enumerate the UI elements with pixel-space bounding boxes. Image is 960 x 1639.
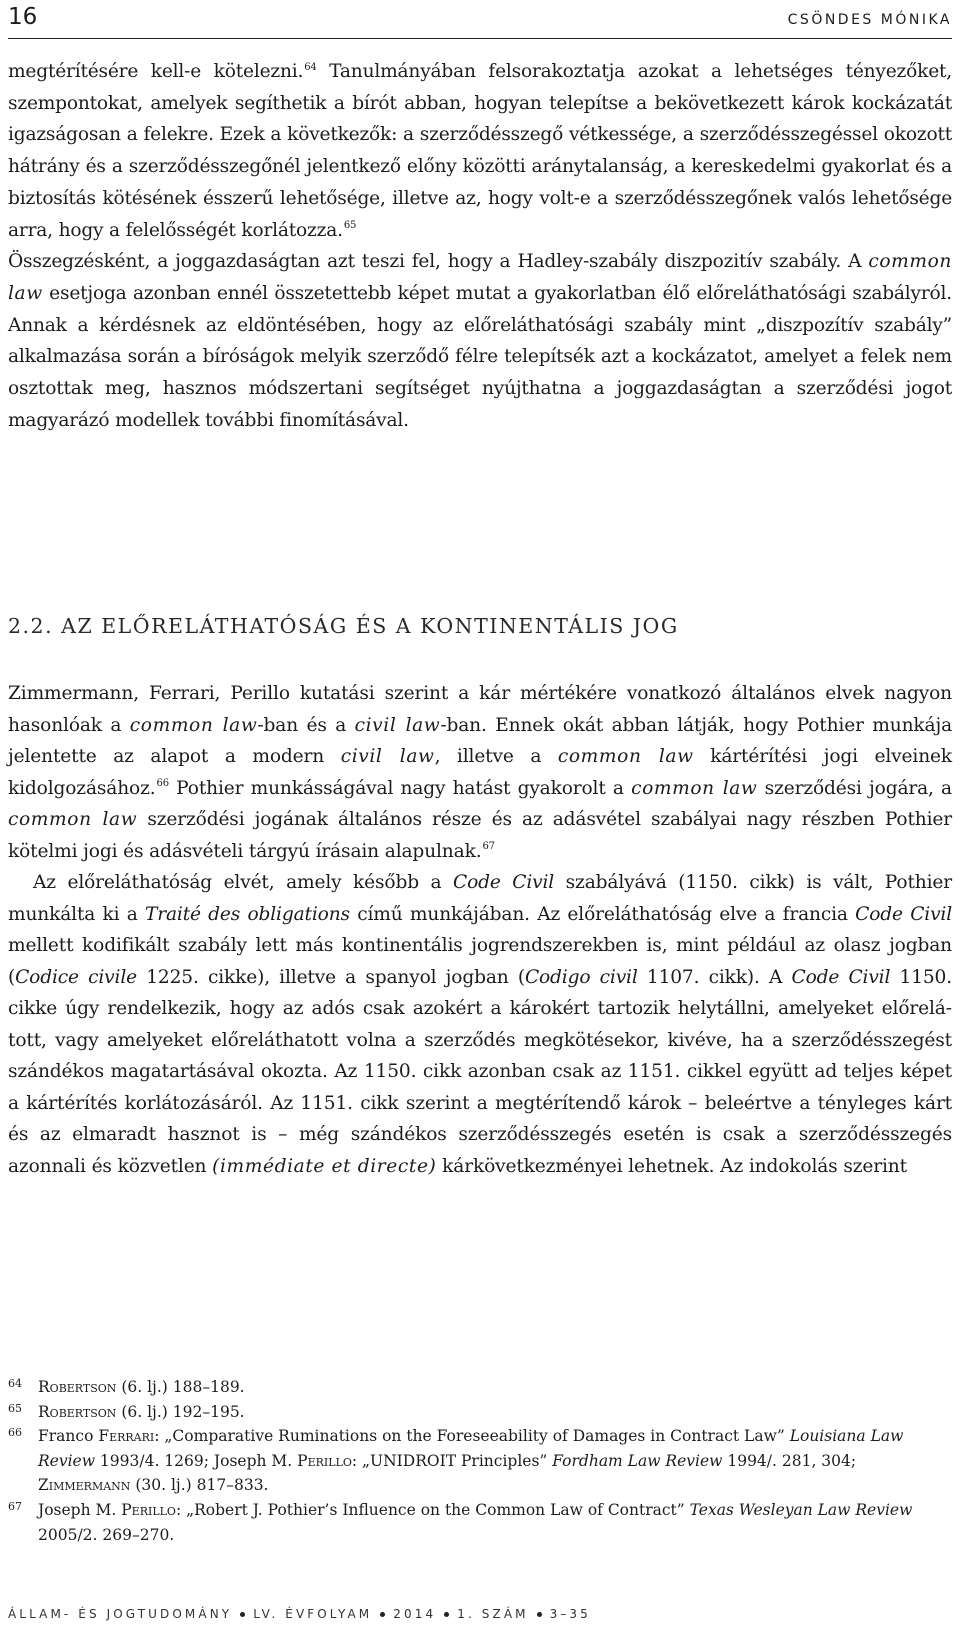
body-text [8, 56, 952, 436]
text-run: Zimmermann, Ferrari, Perillo kutatási szerint a kár mértékére vonatkozó általános elvek nagyon hasonlóak a [8, 683, 952, 736]
text-run: szerződési jogának általános része és az adásvétel szabályai nagy részben Pothier kötelmi jogi és adásvételi tárgyú írásain alapulnak. [8, 809, 953, 862]
author-name: Robertson [38, 1402, 117, 1421]
journal-year: 2014 [393, 1607, 437, 1621]
text-run: kártérítési jogi elveinek kidolgozásához. [8, 746, 952, 799]
text-run: (6. lj.) 192–195. [116, 1402, 245, 1421]
italic-term: civil law [340, 746, 435, 767]
journal-name: ÁLLAM- ÉS JOGTUDOMÁNY [8, 1607, 233, 1621]
footnote-66 [8, 1424, 952, 1498]
footnote-ref[interactable]: 67 [482, 841, 495, 852]
text-run: esetjoga azonban ennél összetettebb képet mutat a gyakorlatban élő előreláthatósági szabályról. Annak a kérdésnek az eldöntésében, hogy az előreláthatósági szabály mint „diszpozítív szabály” alkalmazása során a bíróságok melyik szerződő félre telepítsék azt a kockázatot, amelyet a felek nem osztottak meg, hasznos módszertani segítséget nyújthatna a joggazdaságtan a szerződési jogot magyarázó modellek további finomításával. [8, 282, 952, 431]
text-run: Joseph M. [38, 1500, 122, 1519]
italic-term: (immédiate et directe) [212, 1155, 437, 1177]
footnote-67 [8, 1498, 952, 1547]
text-run: (6. lj.) 188–189. [116, 1378, 245, 1396]
text-run: című munkájában. Az előreláthatóság elve a francia [349, 903, 856, 925]
footnote-number: 67 [8, 1499, 22, 1513]
text-run: : „Comparative Ruminations on the Foreseeability of Damages in Contract Law” [154, 1427, 790, 1446]
text-run: 1994/. 281, 304; [722, 1451, 857, 1470]
text-run: Tanulmányában felsorakoztatja azokat a lehetséges tényezőket, szempontokat, amelyek segíthetik a bírót abban, hogyan telepítse a bekövetkezett károk kockázatát igazságosan a felekre. Ezek a következők: a szerződésszegő vétkessége, a szerződésszegéssel okozott hátrány és a szerződésszegőnél jelentkező előny közötti aránytalanság, a kereskedelmi gyakorlat és a biztosítás kötésének ésszerű lehetősége, illetve az, hogy volt-e a szerződésszegőnek valós lehetősége arra, hogy a felelősségét korlátozza. [8, 61, 952, 241]
author-name: Perillo [121, 1500, 176, 1519]
journal-title: Louisiana Law Review [38, 1427, 904, 1470]
text-run: Összegzésként, a joggazdaságtan azt teszi fel, hogy a Hadley-szabály diszpozitív szabály. A [8, 251, 869, 273]
section-text [8, 678, 952, 1182]
text-run: szabályává (1150. cikk) is vált, Pothier munkálta ki a [8, 872, 952, 925]
footnotes [8, 1375, 952, 1547]
text-run: : „UNIDROIT Principles” [351, 1451, 553, 1470]
bullet-separator [380, 1612, 385, 1617]
author-name: Zimmermann [38, 1476, 131, 1495]
footnote-number: 66 [8, 1426, 22, 1440]
italic-term: common law [631, 777, 758, 799]
paragraph [8, 56, 952, 246]
footnote-65 [8, 1400, 952, 1425]
footnote-number: 65 [8, 1401, 22, 1415]
italic-term: Code Civil [855, 903, 953, 925]
page-number: 16 [8, 4, 38, 30]
text-run: (30. lj.) 817–833. [130, 1476, 269, 1495]
italic-term: civil law [354, 714, 441, 736]
text-run: 1993/4. 1269; Joseph M. [95, 1451, 298, 1470]
text-run: 1150. cikke úgy rendelkezik, hogy az adós csak azokért a károkért tartozik helytállni, amelyeket előrelátott, vagy amelyeket előreláthatott volna a szerződés megkötésekor, kivéve, ha a szerződésszegést szándékos magatartásával okozta. Az 1150. cikk azonban csak az 1151. cikkel együtt ad teljes képet a kártérítés korlátozásáról. Az 1151. cikk szerint a megtérítendő károk – beleértve a tényleges kárt és az elmaradt hasznot is – még szándékos szerződésszegés esetén is csak a szerződésszegés azonnali és közvetlen [8, 966, 952, 1177]
text-run: szerződési jogára, a [757, 777, 952, 799]
footnote-ref[interactable]: 66 [156, 778, 169, 789]
journal-issue: 1. SZÁM [457, 1607, 529, 1621]
footnote-ref[interactable]: 65 [343, 220, 357, 232]
journal-title: Texas Wesleyan Law Review [689, 1500, 913, 1519]
bullet-separator [444, 1612, 449, 1617]
journal-pages: 3–35 [549, 1607, 591, 1621]
italic-term: Code Civil [453, 872, 555, 893]
italic-term: common law [129, 714, 258, 736]
journal-volume: LV. ÉVFOLYAM [253, 1607, 373, 1621]
footnote-number: 64 [8, 1377, 22, 1390]
text-run: Az előreláthatóság elvét, amely később a [33, 872, 453, 893]
paragraph [8, 246, 952, 436]
bullet-separator [537, 1612, 542, 1617]
section-heading: 2.2. AZ ELŐRELÁTHATÓSÁG ÉS A KONTINENTÁLIS JOG [8, 614, 679, 638]
text-run: : „Robert J. Pothier’s Influence on the Common Law of Contract” [175, 1500, 690, 1519]
text-run: -ban. Ennek okát abban látják, hogy Pothier munkája jelentette az alapot a modern [8, 714, 953, 767]
italic-term: Codice civile [15, 966, 137, 988]
author-name: Perillo [297, 1451, 352, 1470]
italic-term: Codigo civil [524, 966, 638, 988]
text-run: , illetve a [434, 746, 558, 767]
bullet-separator [240, 1612, 245, 1617]
italic-term: Traité des obligations [144, 903, 350, 925]
journal-title: Fordham Law Review [552, 1451, 723, 1470]
text-run: mellett kodifikált szabály lett más kontinentális jogrendszerekben is, mint például az olasz jogban ( [8, 935, 952, 988]
running-author: CSÖNDES MÓNIKA [787, 12, 952, 28]
text-run: 1107. cikk). A [637, 966, 792, 988]
text-run: 2005/2. 269–270. [38, 1525, 175, 1544]
text-run: 1225. cikke), illetve a spanyol jogban ( [137, 966, 525, 988]
journal-footer [8, 1607, 591, 1621]
italic-term: common law [8, 251, 952, 304]
paragraph [8, 867, 952, 1182]
text-run: -ban és a [257, 714, 355, 736]
page-header [8, 4, 952, 39]
italic-term: common law [8, 809, 138, 830]
author-name: Robertson [38, 1378, 117, 1396]
text-run: megtérítésére kell-e kötelezni. [8, 61, 304, 82]
author-name: Ferrari [98, 1427, 155, 1446]
footnote-64 [8, 1375, 952, 1400]
italic-term: common law [557, 746, 694, 767]
italic-term: Code Civil [791, 966, 891, 988]
paragraph [8, 678, 952, 867]
text-run: Franco [38, 1427, 99, 1446]
text-run: kárkövetkezményei lehetnek. Az indokolás szerint [436, 1155, 907, 1177]
text-run: Pothier munkásságával nagy hatást gyakorolt a [168, 777, 632, 799]
footnote-ref[interactable]: 64 [304, 61, 317, 73]
